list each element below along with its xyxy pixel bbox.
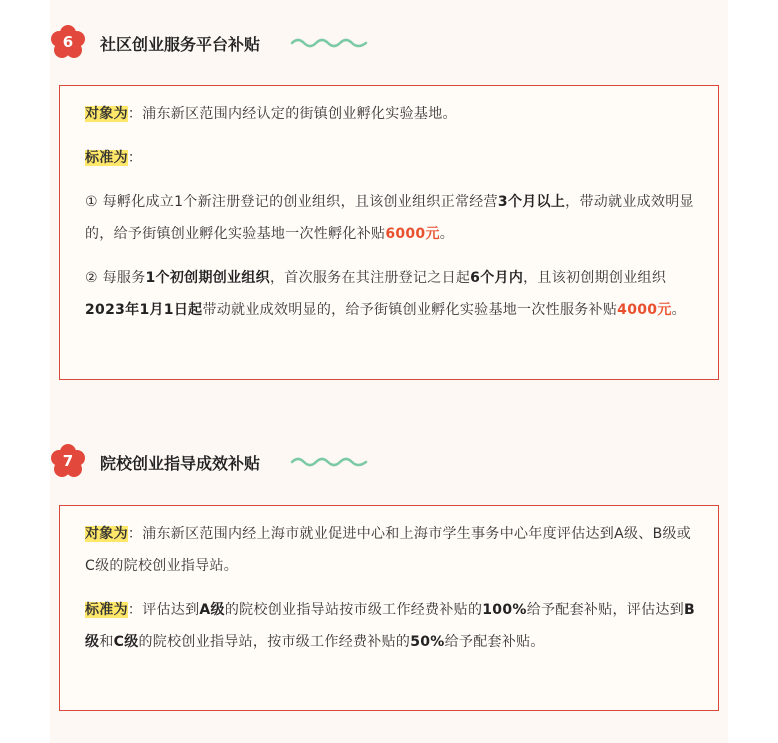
percent-100: 100%	[482, 602, 527, 618]
wave-decoration-icon	[290, 455, 368, 469]
percent-50: 50%	[410, 634, 445, 650]
target-paragraph	[85, 98, 700, 130]
section-title: 院校创业指导成效补贴	[100, 454, 261, 473]
standard-text: ：评估达到	[127, 602, 200, 618]
item-2-date: 2023年1月1日起	[85, 302, 203, 318]
item-1-paragraph	[85, 186, 700, 250]
section-number: 6	[62, 33, 74, 51]
item-2-text: ，首次服务在其注册登记之日起	[269, 270, 471, 286]
standard-text: 的院校创业指导站，按市级工作经费补贴的	[138, 634, 411, 650]
standard-text: 给予配套补贴，评估达到	[526, 602, 685, 618]
item-2-emphasis: 6个月内	[470, 270, 524, 286]
wave-decoration-icon	[290, 36, 368, 50]
target-label: 对象为	[85, 106, 128, 122]
item-1-amount: 6000元	[385, 226, 440, 242]
item-2-text: 带动就业成效明显的，给予街镇创业孵化实验基地一次性服务补贴	[202, 302, 618, 318]
standard-text: 的院校创业指导站按市级工作经费补贴的	[224, 602, 483, 618]
item-2-text: ，且该初创期创业组织	[523, 270, 667, 286]
target-label: 对象为	[85, 526, 128, 542]
item-2-amount: 4000元	[617, 302, 672, 318]
item-1-text: 。	[439, 226, 455, 242]
target-text: ：浦东新区范围内经上海市就业促进中心和上海市学生事务中心年度评估达到A级、B级或C级的院校创业指导站。	[85, 526, 692, 574]
item-2-text: ② 每服务	[85, 270, 146, 286]
item-2-text: 。	[671, 302, 686, 318]
standard-paragraph	[85, 142, 700, 174]
standard-paragraph	[85, 594, 700, 658]
section-number: 7	[62, 452, 74, 470]
section-6-content-box	[59, 85, 719, 380]
section-title: 社区创业服务平台补贴	[100, 35, 261, 54]
item-1-text: ，带动就业成效明显的，给予街镇创业孵化实验基地一次性孵化补贴	[85, 194, 694, 242]
target-paragraph	[85, 518, 700, 582]
standard-text: 给予配套补贴。	[444, 634, 545, 650]
grade-a: A级	[199, 602, 225, 618]
item-2-emphasis: 1个初创期创业组织	[145, 270, 270, 286]
standard-label: 标准为	[85, 602, 128, 618]
section-6-heading	[50, 24, 450, 74]
target-text: ：浦东新区范围内经认定的街镇创业孵化实验基地。	[127, 106, 457, 122]
standard-label: 标准为	[85, 150, 128, 166]
grade-c: C级	[113, 634, 139, 650]
item-1-duration: 3个月以上	[497, 194, 566, 210]
item-1-text: ① 每孵化成立1个新注册登记的创业组织，且该创业组织正常经营	[85, 194, 498, 210]
standard-text: 和	[99, 634, 114, 650]
item-2-paragraph	[85, 262, 700, 326]
section-7-content-box	[59, 505, 719, 711]
standard-text: ：	[127, 150, 143, 166]
grade-b: B级	[85, 602, 695, 650]
section-7-heading	[50, 443, 450, 493]
